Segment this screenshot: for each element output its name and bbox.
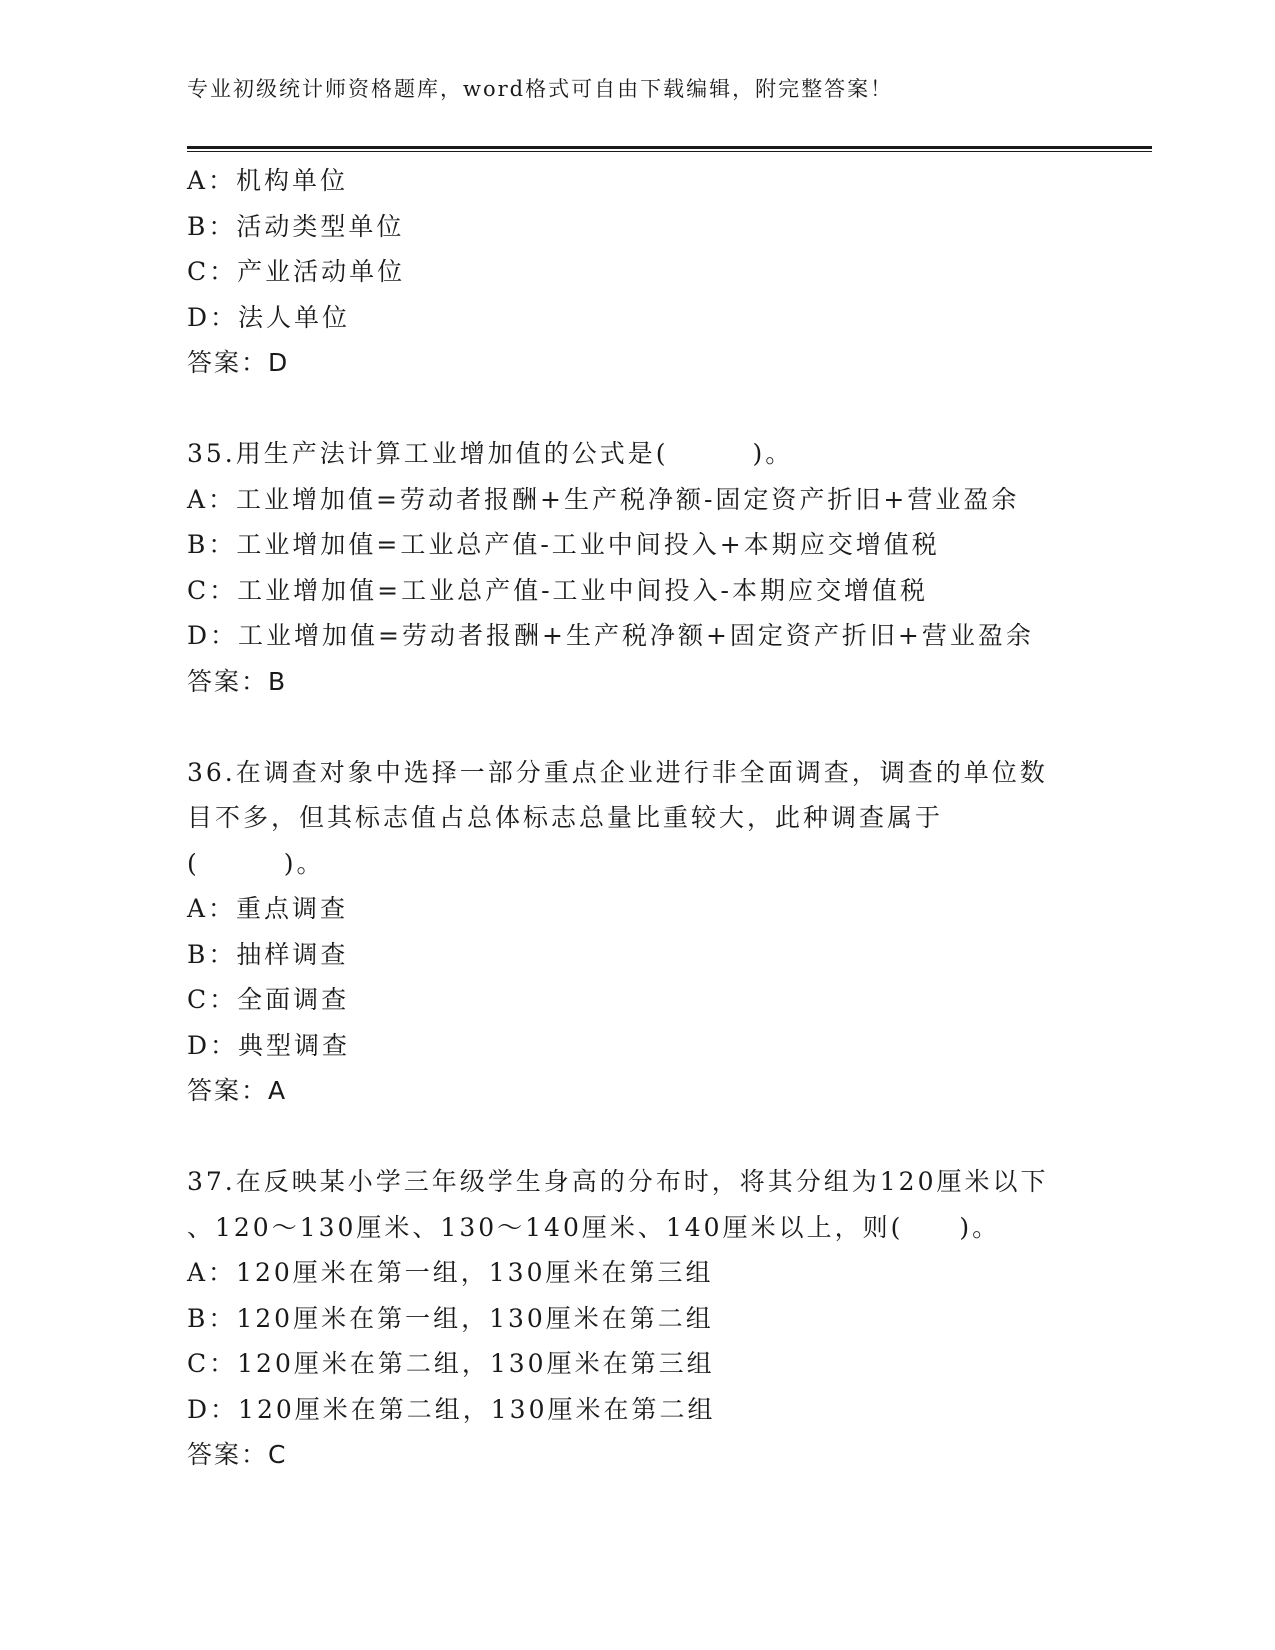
option-d: D：工业增加值=劳动者报酬+生产税净额+固定资产折旧+营业盈余 [187,621,1034,650]
spacer [187,386,1087,432]
option-d: D：120厘米在第二组，130厘米在第二组 [187,1394,716,1424]
answer-line: 答案：C [187,1440,288,1469]
question-stem: 37.在反映某小学三年级学生身高的分布时，将其分组为120厘米以下 [187,1167,1049,1196]
option-d: D：典型调查 [187,1030,351,1060]
header-rule-thin [187,151,1152,152]
option-b: B：工业增加值=工业总产值-工业中间投入+本期应交增值税 [187,530,940,559]
question-stem: 36.在调查对象中选择一部分重点企业进行非全面调查，调查的单位数 [187,757,1048,787]
question-stem-cont: ( )。 [187,848,325,878]
spacer [187,704,1087,750]
option-c: C：产业活动单位 [187,257,406,286]
spacer [187,1114,1087,1160]
question-list [187,158,1087,1478]
option-a: A：重点调查 [187,894,349,923]
option-c: C：120厘米在第二组，130厘米在第三组 [187,1349,715,1378]
answer-line: 答案：D [187,348,290,377]
option-b: B：活动类型单位 [187,211,405,241]
option-a: A：机构单位 [187,166,349,195]
header-rule [187,146,1152,149]
question-stem-cont: 、120～130厘米、130～140厘米、140厘米以上，则( )。 [187,1212,1001,1242]
question-stem: 35.用生产法计算工业增加值的公式是( )。 [187,439,794,468]
answer-line: 答案：A [187,1076,288,1105]
option-c: C：全面调查 [187,985,350,1014]
question-34 [187,158,1087,386]
option-b: B：抽样调查 [187,939,349,969]
option-b: B：120厘米在第一组，130厘米在第二组 [187,1303,714,1333]
option-c: C：工业增加值=工业总产值-工业中间投入-本期应交增值税 [187,575,928,605]
question-37 [187,1159,1087,1478]
option-a: A：120厘米在第一组，130厘米在第三组 [187,1258,714,1287]
question-36 [187,750,1087,1114]
answer-line: 答案：B [187,666,288,696]
question-stem-cont: 目不多，但其标志值占总体标志总量比重较大，此种调查属于 [187,803,944,832]
question-35 [187,431,1087,704]
option-d: D：法人单位 [187,302,351,332]
page-header: 专业初级统计师资格题库，word格式可自由下载编辑，附完整答案！ [187,77,894,101]
option-a: A：工业增加值=劳动者报酬+生产税净额-固定资产折旧+营业盈余 [187,484,1020,514]
